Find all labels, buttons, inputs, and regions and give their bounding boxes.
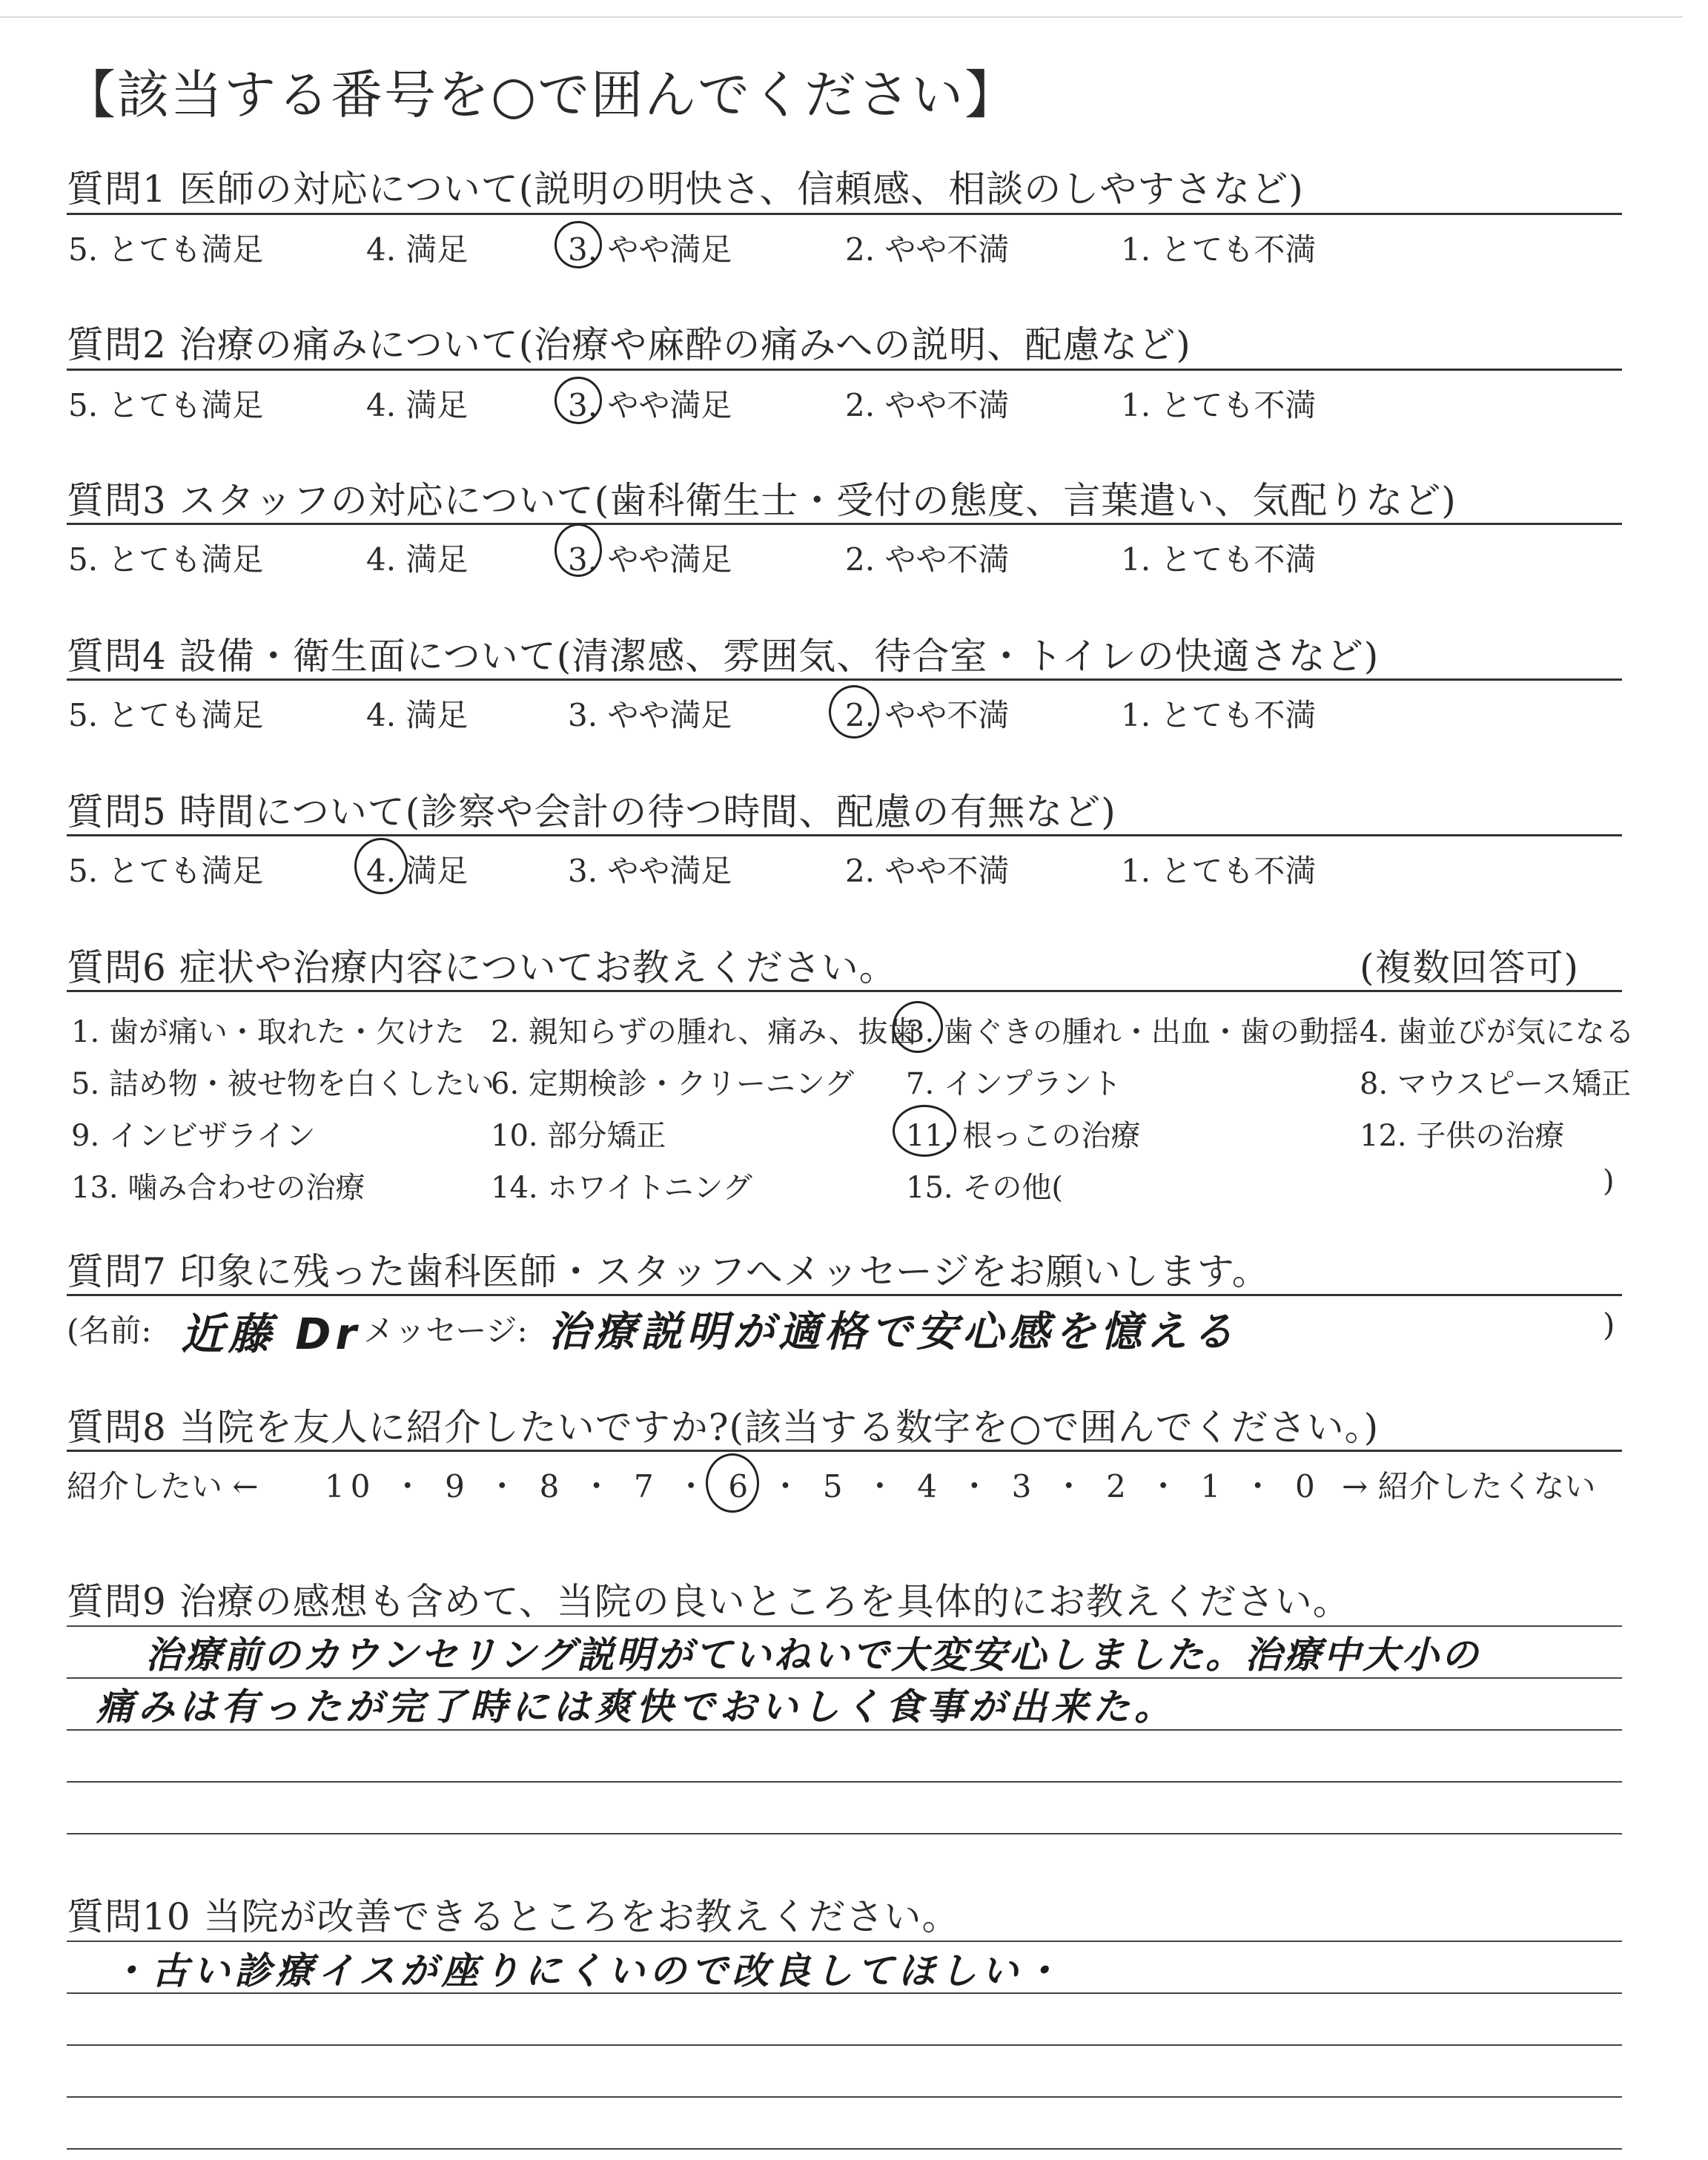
q10-answer-line-1[interactable]: ・古い診療イスが座りにくいので改良してほしい・ (110, 1949, 1065, 1992)
q3-option-1[interactable]: 1. とても不満 (1121, 541, 1317, 578)
q4-option-2[interactable]: 2. やや不満 (845, 697, 1010, 733)
q6-option-2[interactable]: 2. 親知らずの腫れ、痛み、抜歯 (491, 1015, 918, 1049)
q2-selection-circle (555, 377, 602, 424)
q8-left-label: 紹介したい ← (67, 1468, 259, 1505)
q7-name-value[interactable]: 近藤 Dr (181, 1309, 361, 1359)
q2-option-5[interactable]: 5. とても満足 (68, 387, 264, 423)
q6-option-15[interactable]: 15. その他( (906, 1171, 1063, 1205)
question-5-rule (67, 834, 1622, 836)
question-4-label: 質問4 設備・衛生面について(清潔感、雰囲気、待合室・トイレの快適さなど) (67, 635, 1380, 678)
question-6-rule (67, 990, 1622, 992)
question-3-rule (67, 523, 1622, 525)
q9-line-5 (67, 1833, 1622, 1834)
q7-message-value[interactable]: 治療説明が適格で安心感を憶える (549, 1308, 1238, 1356)
q3-option-4[interactable]: 4. 満足 (366, 541, 469, 578)
q4-option-3[interactable]: 3. やや満足 (568, 697, 732, 733)
question-8-label: 質問8 当院を友人に紹介したいですか?(該当する数字を○で囲んでください。) (67, 1406, 1380, 1449)
question-3-label: 質問3 スタッフの対応について(歯科衛生士・受付の態度、言葉遣い、気配りなど) (67, 479, 1457, 522)
q6-option-14[interactable]: 14. ホワイトニング (491, 1171, 752, 1205)
q4-option-5[interactable]: 5. とても満足 (68, 697, 264, 733)
q1-selection-circle (555, 221, 602, 268)
q6-option-6[interactable]: 6. 定期検診・クリーニング (491, 1067, 855, 1101)
q6-selection-circle-3 (893, 1001, 943, 1053)
question-1-label: 質問1 医師の対応について(説明の明快さ、信頼感、相談のしやすさなど) (67, 168, 1304, 211)
q2-option-2[interactable]: 2. やや不満 (845, 387, 1010, 423)
question-8-rule (67, 1450, 1622, 1452)
q9-answer-line-2[interactable]: 痛みは有ったが完了時には爽快でおいしく食事が出来た。 (96, 1685, 1176, 1728)
question-5-label: 質問5 時間について(診察や会計の待つ時間、配慮の有無など) (67, 790, 1116, 833)
question-10-label: 質問10 当院が改善できるところをお教えください。 (67, 1895, 960, 1938)
question-2-rule (67, 369, 1622, 371)
q3-option-5[interactable]: 5. とても満足 (68, 541, 264, 578)
question-6-note: (複数回答可) (1360, 946, 1580, 989)
q10-line-3 (67, 2044, 1622, 2046)
q2-option-3[interactable]: 3. やや満足 (568, 387, 732, 423)
q2-option-4[interactable]: 4. 満足 (366, 387, 469, 423)
q7-message-label: メッセージ: (363, 1312, 528, 1349)
question-2-label: 質問2 治療の痛みについて(治療や麻酔の痛みへの説明、配慮など) (67, 323, 1191, 366)
q6-option-11[interactable]: 11. 根っこの治療 (906, 1119, 1141, 1153)
q6-option-9[interactable]: 9. インビザライン (71, 1119, 316, 1153)
page-title: 【該当する番号を○で囲んでください】 (64, 65, 1019, 125)
q6-option-3[interactable]: 3. 歯ぐきの腫れ・出血・歯の動揺 (906, 1015, 1359, 1049)
q1-option-4[interactable]: 4. 満足 (366, 231, 469, 268)
q4-option-1[interactable]: 1. とても不満 (1121, 697, 1317, 733)
q2-option-1[interactable]: 1. とても不満 (1121, 387, 1317, 423)
q5-option-2[interactable]: 2. やや不満 (845, 853, 1010, 889)
question-6-label: 質問6 症状や治療内容についてお教えください。 (67, 946, 897, 989)
question-4-rule (67, 678, 1622, 681)
q4-selection-circle (829, 685, 879, 739)
q3-option-2[interactable]: 2. やや不満 (845, 541, 1010, 578)
top-border (0, 16, 1683, 18)
q1-option-1[interactable]: 1. とても不満 (1121, 231, 1317, 268)
q7-name-label: (名前: (67, 1312, 152, 1349)
q10-line-5 (67, 2148, 1622, 2150)
q10-line-4 (67, 2096, 1622, 2098)
q5-selection-circle (354, 838, 408, 894)
q9-answer-line-1[interactable]: 治療前のカウンセリング説明がていねいで大変安心しました。治療中大小の (145, 1634, 1480, 1677)
q5-option-5[interactable]: 5. とても満足 (68, 853, 264, 889)
q1-option-5[interactable]: 5. とても満足 (68, 231, 264, 268)
q3-selection-circle (555, 524, 602, 577)
question-9-label: 質問9 治療の感想も含めて、当院の良いところを具体的にお教えください。 (67, 1580, 1351, 1623)
q5-option-4[interactable]: 4. 満足 (366, 853, 469, 889)
q6-option-15-close: ) (1603, 1164, 1615, 1198)
question-7-rule (67, 1294, 1622, 1296)
q6-option-10[interactable]: 10. 部分矯正 (491, 1119, 666, 1153)
q6-option-1[interactable]: 1. 歯が痛い・取れた・欠けた (71, 1015, 465, 1049)
q6-option-4[interactable]: 4. 歯並びが気になる (1360, 1015, 1635, 1049)
q6-option-8[interactable]: 8. マウスピース矯正 (1360, 1067, 1632, 1101)
question-7-label: 質問7 印象に残った歯科医師・スタッフへメッセージをお願いします。 (67, 1250, 1270, 1293)
q1-option-3[interactable]: 3. やや満足 (568, 231, 732, 268)
q6-option-12[interactable]: 12. 子供の治療 (1360, 1119, 1565, 1153)
q8-right-label: → 紹介したくない (1342, 1468, 1596, 1505)
q5-option-3[interactable]: 3. やや満足 (568, 853, 732, 889)
q6-option-13[interactable]: 13. 噛み合わせの治療 (71, 1171, 365, 1205)
q4-option-4[interactable]: 4. 満足 (366, 697, 469, 733)
q8-scale[interactable]: 10 ・ 9 ・ 8 ・ 7 ・ 6 ・ 5 ・ 4 ・ 3 ・ 2 ・ 1 ・ 0 (325, 1468, 1321, 1505)
q9-line-4 (67, 1781, 1622, 1783)
q5-option-1[interactable]: 1. とても不満 (1121, 853, 1317, 889)
question-1-rule (67, 213, 1622, 215)
q1-option-2[interactable]: 2. やや不満 (845, 231, 1010, 268)
q8-selection-circle (706, 1453, 759, 1513)
q6-selection-circle-11 (893, 1105, 956, 1157)
q6-option-7[interactable]: 7. インプラント (906, 1067, 1122, 1101)
q6-option-5[interactable]: 5. 詰め物・被せ物を白くしたい (71, 1067, 494, 1101)
q7-close-paren: ) (1603, 1307, 1615, 1343)
q3-option-3[interactable]: 3. やや満足 (568, 541, 732, 578)
